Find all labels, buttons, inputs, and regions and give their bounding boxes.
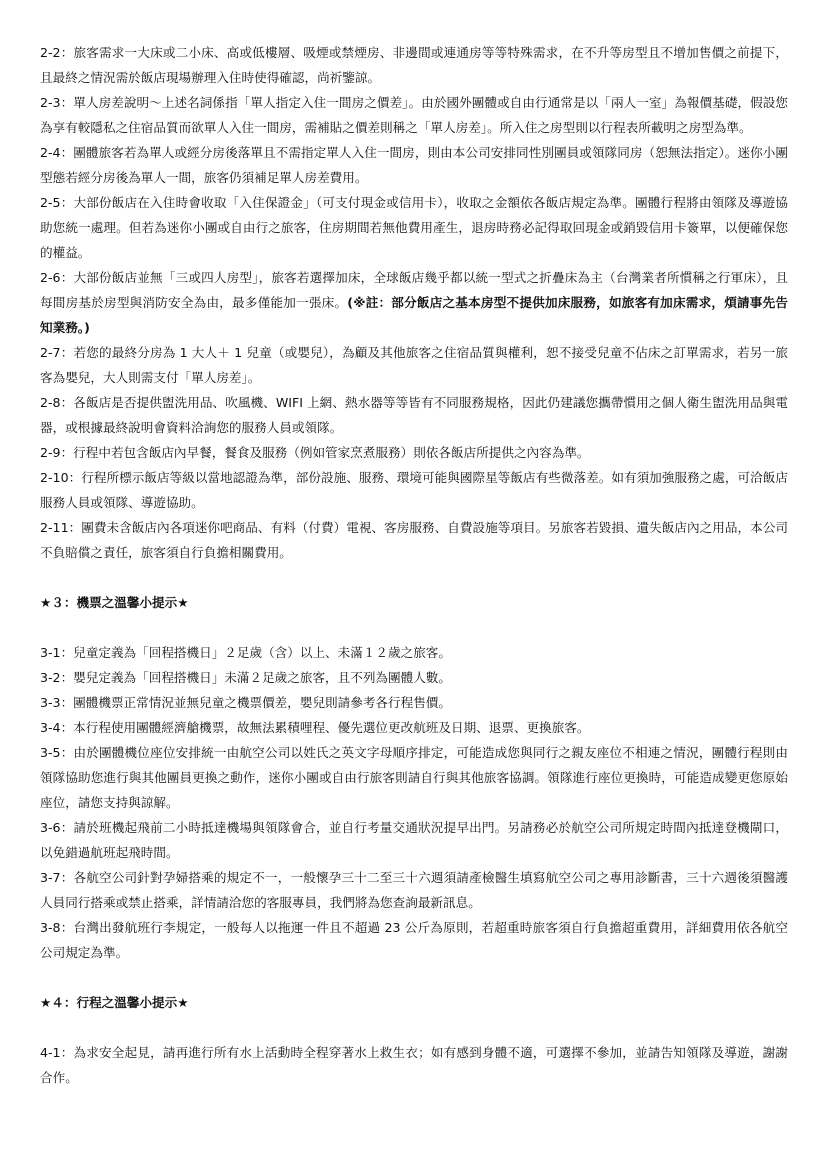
note-2-11: 2-11：團費未含飯店內各項迷你吧商品、有料（付費）電視、客房服務、自費設施等項目。另旅客若毀損、遺失飯店內之用品，本公司不負賠償之責任，旅客須自行負擔相關費用。	[40, 520, 788, 560]
section-4-heading: ★４：行程之溫馨小提示★	[40, 995, 189, 1010]
note-3-5: 3-5：由於團體機位座位安排統一由航空公司以姓氏之英文字母順序排定，可能造成您與同行之親友座位不相連之情況，團體行程則由領隊協助您進行與其他團員更換之動作，迷你小團或自由行旅客則請自行與其他旅客協調。領隊進行座位更換時，可能造成變更您原始座位，請您支持與諒解。	[40, 745, 788, 810]
note-2-6-text: 2-6：大部份飯店並無「三或四人房型」，旅客若選擇加床，全球飯店幾乎都以統一型式之折疊床為主（台灣業者所慣稱之行軍床），且每間房基於房型與消防安全為由，最多僅能加一張床。	[40, 270, 788, 310]
section-2-hotel-notes	[40, 40, 788, 565]
note-2-6-bold-remark: (※註：部分飯店之基本房型不提供加床服務，如旅客有加床需求，煩請事先告知業務。)	[40, 295, 789, 335]
spacer	[40, 1015, 788, 1040]
note-3-7: 3-7：各航空公司針對孕婦搭乘的規定不一，一般懷孕三十二至三十六週須請產檢醫生填寫航空公司之專用診斷書，三十六週後須醫護人員同行搭乘或禁止搭乘，詳情請洽您的客服專員，我們將為您查詢最新訊息。	[40, 870, 788, 910]
note-3-1: 3-1：兒童定義為「回程搭機日」２足歲（含）以上、未滿１２歲之旅客。	[40, 645, 451, 660]
note-2-5: 2-5：大部份飯店在入住時會收取「入住保證金」（可支付現金或信用卡），收取之金額依各飯店規定為準。團體行程將由領隊及導遊協助您統一處理。但若為迷你小團或自由行之旅客，住房期間若無他費用產生，退房時務必記得取回現金或銷毀信用卡簽單，以便確保您的權益。	[40, 195, 788, 260]
note-3-8: 3-8：台灣出發航班行李規定，一般每人以拖運一件且不超過 23 公斤為原則，若超重時旅客須自行負擔超重費用，詳細費用依各航空公司規定為準。	[40, 920, 788, 960]
spacer	[40, 965, 788, 990]
note-2-2: 2-2：旅客需求一大床或二小床、高或低樓層、吸煙或禁煙房、非邊間或連通房等等特殊需求，在不升等房型且不增加售價之前提下，且最終之情況需於飯店現場辦理入住時使得確認，尚祈鑒諒。	[40, 45, 788, 85]
note-2-8: 2-8：各飯店是否提供盥洗用品、吹風機、WIFI 上網、熱水器等等皆有不同服務規格，因此仍建議您攜帶慣用之個人衛生盥洗用品與電器，或根據最終說明會資料洽詢您的服務人員或領隊。	[40, 395, 788, 435]
section-3-ticket-notes	[40, 590, 788, 965]
document-page	[40, 40, 788, 1090]
spacer	[40, 615, 788, 640]
section-4-itinerary-notes	[40, 990, 788, 1090]
note-2-3: 2-3：單人房差說明～上述名詞係指「單人指定入住一間房之價差」。由於國外團體或自由行通常是以「兩人一室」為報價基礎，假設您為享有較隱私之住宿品質而欲單人入住一間房，需補貼之價差則稱之「單人房差」。所入住之房型則以行程表所載明之房型為準。	[40, 95, 788, 135]
spacer	[40, 565, 788, 590]
section-3-heading: ★３：機票之溫馨小提示★	[40, 595, 189, 610]
note-2-4: 2-4：團體旅客若為單人或經分房後落單且不需指定單人入住一間房，則由本公司安排同性別團員或領隊同房（恕無法指定）。迷你小團型態若經分房後為單人一間，旅客仍須補足單人房差費用。	[40, 145, 788, 185]
note-3-6: 3-6：請於班機起飛前二小時抵達機場與領隊會合，並自行考量交通狀況提早出門。另請務必於航空公司所規定時間內抵達登機閘口，以免錯過航班起飛時間。	[40, 820, 788, 860]
note-2-10: 2-10：行程所標示飯店等級以當地認證為準，部份設施、服務、環境可能與國際星等飯店有些微落差。如有須加強服務之處，可洽飯店服務人員或領隊、導遊協助。	[40, 470, 788, 510]
note-2-7: 2-7：若您的最終分房為 1 大人＋ 1 兒童（或嬰兒），為顧及其他旅客之住宿品質與權利，恕不接受兒童不佔床之訂單需求，若另一旅客為嬰兒，大人則需支付「單人房差」。	[40, 345, 788, 385]
note-3-2: 3-2：嬰兒定義為「回程搭機日」未滿２足歲之旅客，且不列為團體人數。	[40, 670, 451, 685]
note-2-6	[40, 265, 788, 340]
note-4-1: 4-1：為求安全起見，請再進行所有水上活動時全程穿著水上救生衣；如有感到身體不適，可選擇不參加，並請告知領隊及導遊，謝謝合作。	[40, 1045, 788, 1085]
note-2-9: 2-9：行程中若包含飯店內早餐，餐食及服務（例如管家烹煮服務）則依各飯店所提供之內容為準。	[40, 445, 590, 460]
note-3-3: 3-3：團體機票正常情況並無兒童之機票價差，嬰兒則請參考各行程售價。	[40, 695, 451, 710]
note-3-4: 3-4：本行程使用團體經濟艙機票，故無法累積哩程、優先選位更改航班及日期、退票、更換旅客。	[40, 720, 590, 735]
